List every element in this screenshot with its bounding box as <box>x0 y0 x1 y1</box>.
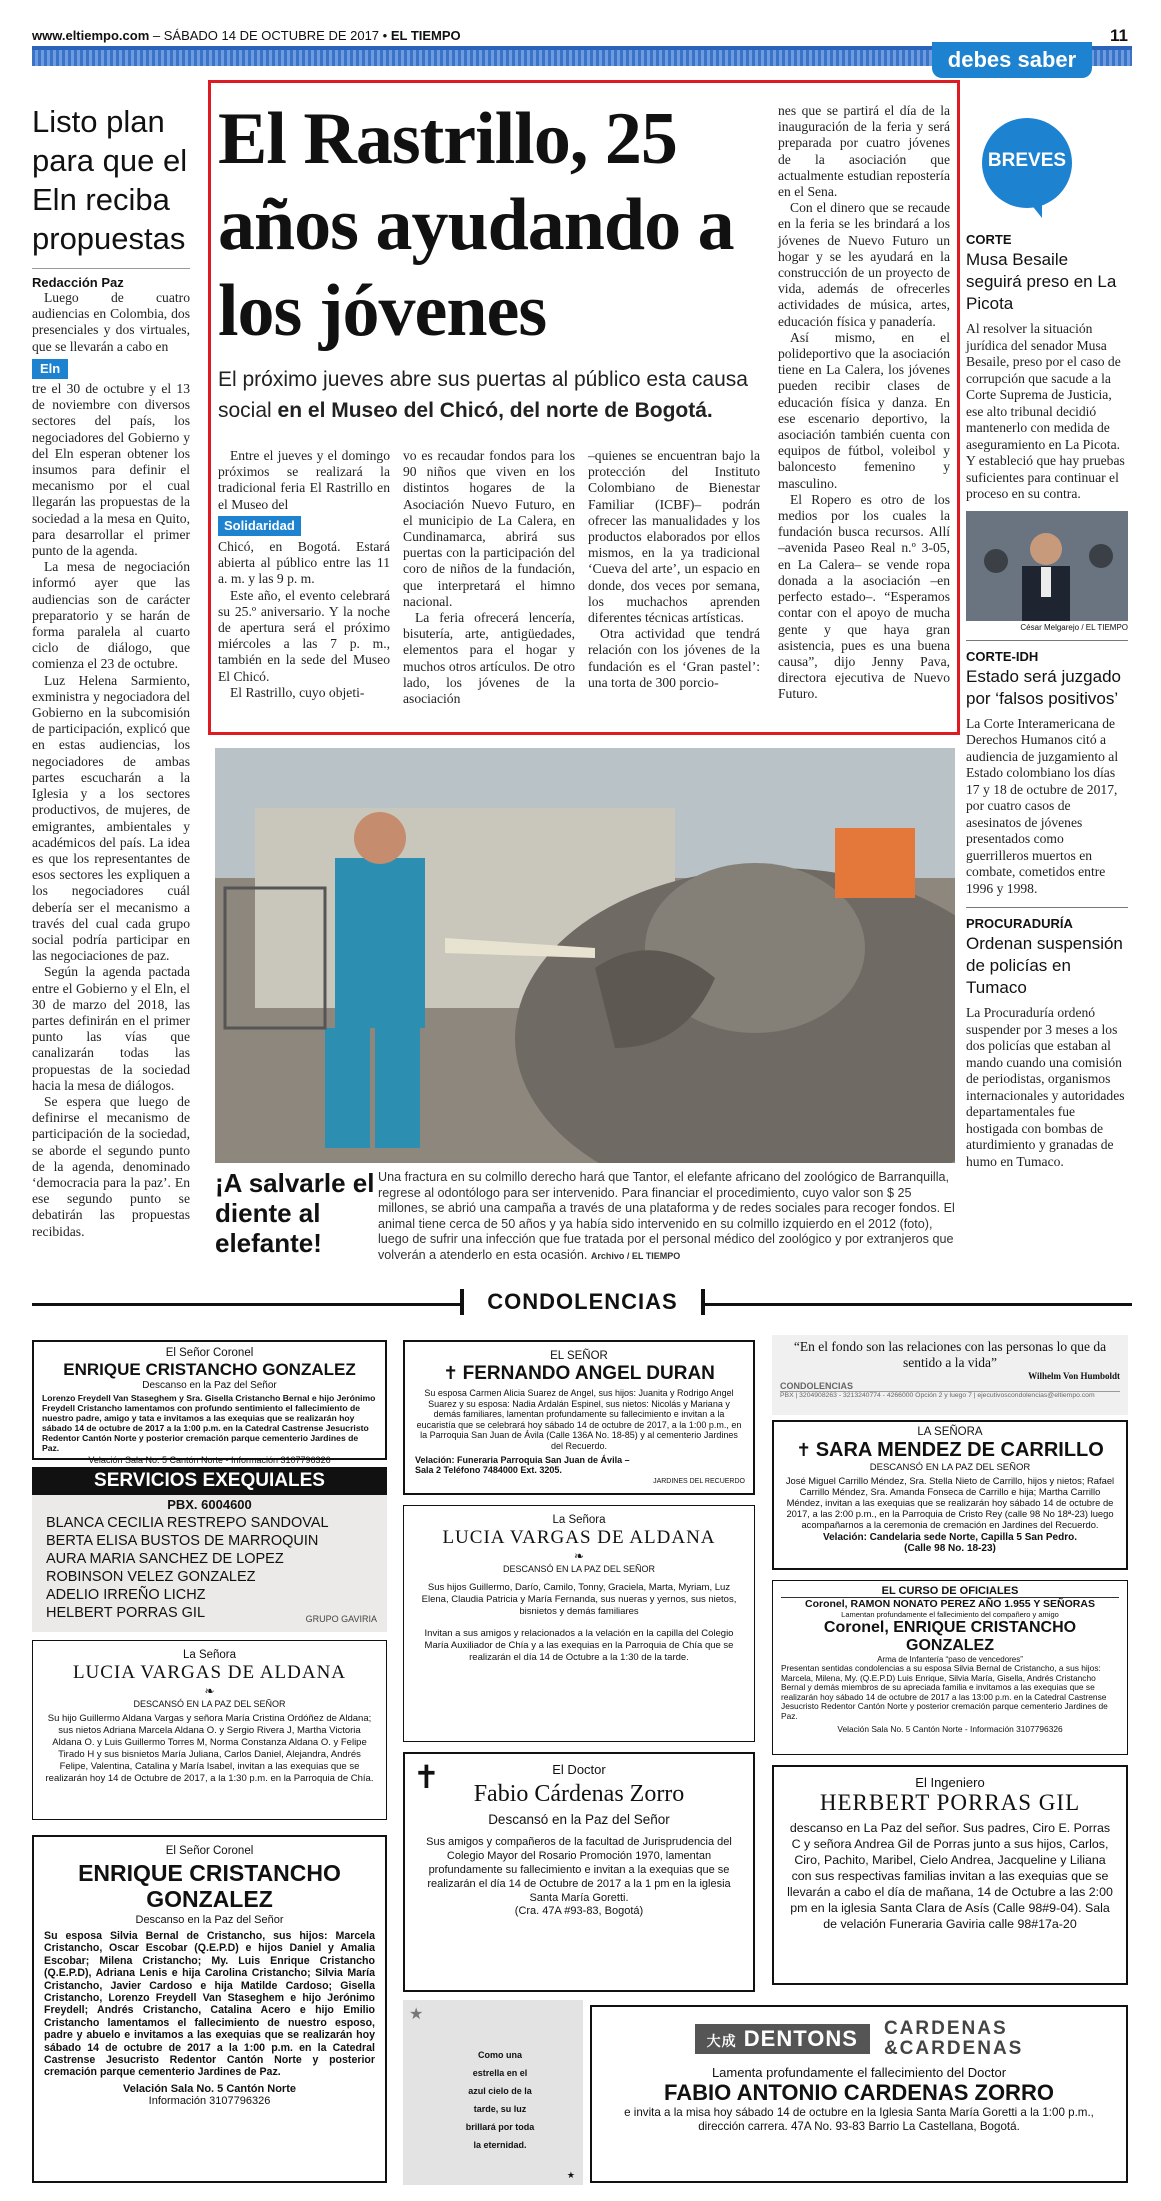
a1-sub: Descanso en la Paz del Señor <box>142 1380 277 1391</box>
b2-pre: La Señora <box>552 1514 606 1526</box>
a1-pre: El Señor Coronel <box>165 1347 254 1359</box>
main-col-2 <box>403 448 575 707</box>
left-p1b: tre el 30 de octubre y el 13 de noviembre con diversos sectores del país, los negociadores del Gobierno y del Eln esperan obtener los insumos para definir el mecanismo por el cual llegarán las propuestas de la sociedad a la mesa en Quito, para desarrollar el primer punto de la agenda. <box>32 381 190 559</box>
c4-body: descanso en La Paz del señor. Sus padres, Ciro E. Porras C y señora Andrea Gil de Porras junto a sus hijos, Carlos, Ciro, Pachito, Maribel, Cielo Andrea, Jacqueline y Liliana con sus respectivas familias invitan a las exequias que se llevarán a cabo el día de mañana, 14 de Octubre a las 2:00 pm en la iglesia Santa Clara de Asís (Calle 98#9-04). Sala de velación Funeraria Gaviria calle 98#17a-20 <box>787 1821 1113 1931</box>
a3-body: Su hijo Guillermo Aldana Vargas y señora María Cristina Ordóñez de Aldana; sus nietos Adriana Marcela Aldana O. y Sergio Rivera J, Martha Victoria Aldana O. y Luis Guillermo Torres M, Norma Constanza Aldana O. y Felipe Tirado H y sus bisnietos María Juliana, Carlos Daniel, Alejandra, Andrés Felipe, Valentina, Catalina y María Isabel, invitan a las exequias que se realizarán hoy 14 de Octubre de 2017, a la 1:30 p.m. en la Parroquia de Chía. <box>45 1713 374 1784</box>
b2-body2: Invitan a sus amigos y relacionados a la velación en la capilla del Colegio María Auxiliador de Chía y a las exequias en la Parroquia de Chía que se realizarán el día 14 de Octubre a la 1:30 de la tarde. <box>424 1628 734 1663</box>
a3-name: LUCIA VARGAS DE ALDANA <box>72 1662 347 1683</box>
b3-addr: (Cra. 47A #93-83, Bogotá) <box>514 1905 644 1917</box>
main-c1d: El Rastrillo, cuyo objeti- <box>230 684 365 700</box>
date-line: SÁBADO 14 DE OCTUBRE DE 2017 <box>163 28 380 43</box>
photo-credit: Archivo / EL TIEMPO <box>590 1250 681 1261</box>
a1-name: ENRIQUE CRISTANCHO GONZALEZ <box>63 1360 356 1379</box>
a3-ornament: ❧ <box>204 1684 215 1698</box>
dentons-logo <box>695 2024 870 2054</box>
left-p3: Luz Helena Sarmiento, exministra y negociadora del Gobierno en la subcomisión de participación, explicó que en estas audiencias, los negociadores de ambas partes escucharán a la Iglesia y a los sectores productivos, de mujeres, de emigrantes, ambientales y académicos del país. La idea es que los representantes de esos sectores les expliquen a los negociadores cuál debería ser el mecanismo a través del cual cada grupo social podría participar en las negociaciones de paz. <box>32 672 190 964</box>
photo-caption-wrap <box>378 1170 958 1264</box>
c5-body: e invita a la misa hoy sábado 14 de octubre en la Iglesia Santa María Goretti a la 1:00 p.m., dirección carrera. 47A No. 93-83 Barrio La Castellana, Bogotá. <box>624 2106 1094 2133</box>
breve1-credit: César Melgarejo / EL TIEMPO <box>1020 622 1128 632</box>
a2-name-5: HELBERT PORRAS GIL <box>46 1605 206 1621</box>
star-small-icon: ★ <box>566 2170 575 2180</box>
c3-arma: Arma de Infantería “paso de vencedores” <box>877 1655 1023 1664</box>
b1-logo: JARDINES DEL RECUERDO <box>653 1478 745 1485</box>
breve3-body: La Procuraduría ordenó suspender por 3 meses a los dos policías que estaban al mando cuando una comisión de periodistas, organismos internacionales y autoridades departamentales fue hostigada con bombas de aturdimiento y granadas de humo en Tumaco. <box>966 1005 1125 1169</box>
c2-name: SARA MENDEZ DE CARRILLO <box>815 1439 1104 1461</box>
main-c2b: La feria ofrecerá lencería, bisutería, arte, antigüedades, elementos para el hogar y muchos otros artículos. De otro lado, los jóvenes de la asociación <box>403 610 575 707</box>
breve1-body: Al resolver la situación jurídica del senador Musa Besaile, preso por el caso de corrupción que sacude a la Corte Suprema de Justicia, ese alto tribunal decidió mantenerlo con medida de aseguramiento en La Picota. Y estableció que hay pruebas suficientes para continuar el proceso en su contra. <box>966 321 1125 501</box>
obit-b3 <box>403 1752 755 1992</box>
breve2-kicker: CORTE-IDH <box>966 648 1039 664</box>
b3-pre: El Doctor <box>552 1762 606 1777</box>
a1-body: Lorenzo Freydell Van Staseghem y Sra. Gisella Cristancho Bernal e hijo Jerónimo Freydell Cristancho lamentamos con profundo sentimiento el fallecimiento de nuestro padre, amigo y tata e invitamos a las exequias que se realizarán hoy sábado 14 de octubre de 2017 a la 1:00 p.m. en la Catedral Castrense Jesucristo Redentor Cantón Norte y posterior cremación parque cementerio Jardines de Paz. <box>42 1393 376 1453</box>
left-body <box>32 290 190 1240</box>
a4-name: ENRIQUE CRISTANCHO GONZALEZ <box>78 1860 341 1912</box>
photo-headline: ¡A salvarle el diente al elefante! <box>215 1168 375 1258</box>
b1-name: FERNANDO ANGEL DURAN <box>462 1363 715 1384</box>
a2-name-2: AURA MARIA SANCHEZ DE LOPEZ <box>46 1551 284 1567</box>
main-deck-light: El próximo jueves abre sus puertas al público esta causa social <box>218 368 748 422</box>
main-c2a: vo es recaudar fondos para los 90 niños que viven en los distintos hogares de la Asociación Nuevo Futuro, en el municipio de La Calera, en Cundinamarca, abrirá sus puertas con la participación del coro de niños de la fundación, que interpretará el himno nacional. <box>403 448 575 609</box>
obit-b4 <box>403 2000 583 2185</box>
b2-ornament: ❧ <box>573 1549 585 1563</box>
main-headline: El Rastrillo, 25 años ayudando a los jóvenes <box>218 98 734 352</box>
breve2-body: La Corte Interamericana de Derechos Humanos citó a audiencia de juzgamiento al Estado colombiano los días 17 y 18 de octubre de 2017, por cuatro casos de asesinatos de jóvenes presentados como guerrilleros muertos en combate, cometidos entre 1996 y 1998. <box>966 715 1119 896</box>
left-p4: Según la agenda pactada entre el Gobierno y el Eln, el 30 de marzo del 2018, las partes definirán en el primer punto las vías que canalizarán todas las propuestas de la sociedad hacia la mesa de diálogos. <box>32 964 190 1093</box>
left-p5: Se espera que luego de definirse el mecanismo de participación de la sociedad, se aborde el segundo punto de la agenda, denominado ‘democracia para la paz’. En ese segundo punto se debatirán las propuestas recibidas. <box>32 1093 190 1239</box>
star-icon: ★ <box>409 2006 424 2023</box>
main-c1c: Este año, el evento celebrará su 25.º aniversario. Y la noche de apertura será el próximo miércoles a las 7 p. m., también en la sede del Museo El Chicó. <box>218 587 390 684</box>
main-deck <box>218 364 778 426</box>
obit-c5 <box>590 2005 1128 2183</box>
c3-head: EL CURSO DE OFICIALES <box>781 1585 1119 1598</box>
c3-vel: Velación Sala No. 5 Cantón Norte - Información 3107796326 <box>837 1723 1063 1734</box>
breve1-kicker: CORTE <box>966 232 1012 247</box>
c3-name: Coronel, ENRIQUE CRISTANCHO GONZALEZ <box>823 1619 1077 1654</box>
main-col-1 <box>218 448 390 701</box>
paper-name: EL TIEMPO <box>390 28 461 43</box>
obit-b2 <box>403 1505 755 1742</box>
c1-quote: “En el fondo son las relaciones con las personas lo que da sentido a la vida” <box>793 1339 1107 1370</box>
main-deck-bold: en el Museo del Chicó, del norte de Bogotá. <box>277 399 713 422</box>
a2-names <box>32 1514 387 1622</box>
b1-vel: Velación: Funeraria Parroquia San Juan de Ávila – Sala 2 Teléfono 7484000 Ext. 3205. <box>415 1454 630 1475</box>
a3-sub: DESCANSÓ EN LA PAZ DEL SEÑOR <box>133 1699 286 1709</box>
c5-line1: Lamenta profundamente el fallecimiento del Doctor <box>711 2065 1007 2080</box>
b3-name: Fabio Cárdenas Zorro <box>473 1781 685 1807</box>
a2-logo: GRUPO GAVIRIA <box>305 1614 377 1624</box>
a2-name-1: BERTA ELISA BUSTOS DE MARROQUIN <box>46 1533 319 1549</box>
a4-vel: Velación Sala No. 5 Cantón Norte <box>123 2082 296 2095</box>
section-badge: debes saber <box>932 42 1092 78</box>
b1-body: Su esposa Carmen Alicia Suarez de Angel, sus hijos: Juanita y Rodrigo Angel Suarez y su esposa: Nadia Ardalán Espinel, sus nietos: Nicolás y Mariana y demás familiares, lamentan profundamente su fallecimiento e invitan a la eucaristía que se celebrará hoy sábado 14 de octubre de 2017, a la 1:00 p.m., en la Parroquia San Juan de Ávila (Calle 136A No. 18-85) y al cementerio Jardines del Recuerdo. <box>416 1388 742 1451</box>
a2-name-0: BLANCA CECILIA RESTREPO SANDOVAL <box>46 1515 329 1531</box>
obit-c3 <box>772 1580 1128 1755</box>
page-header: www.eltiempo.com – SÁBADO 14 DE OCTUBRE DE 2017 • EL TIEMPO 11 <box>32 26 1128 45</box>
site-url[interactable]: www.eltiempo.com <box>32 28 150 43</box>
c4-name: HERBERT PORRAS GIL <box>819 1790 1081 1815</box>
elephant-photo <box>215 748 955 1163</box>
elephant-photo-illustration <box>215 748 955 1163</box>
main-c1b: Chicó, en Bogotá. Estará abierta al público entre las 11 a. m. y las 9 p. m. <box>218 539 390 587</box>
breve1-photo <box>966 511 1128 621</box>
obit-c1 <box>772 1335 1128 1415</box>
main-c1a: Entre el jueves y el domingo próximos se realizará la tradicional feria El Rastrillo en el Museo del <box>218 448 390 512</box>
c5-firm2a: CARDENAS <box>883 2018 1008 2039</box>
a2-name-3: ROBINSON VELEZ GONZALEZ <box>46 1569 256 1585</box>
breves-label: BREVES <box>987 150 1067 171</box>
c3-sub2: Lamentan profundamente el fallecimiento del compañero y amigo <box>841 1610 1059 1619</box>
main-tag: Solidaridad <box>218 516 301 536</box>
breve1-title: Musa Besaile seguirá preso en La Picota <box>966 250 1117 313</box>
left-p1a: Luego de cuatro audiencias en Colombia, dos presenciales y dos virtuales, que se llevarán a cabo en <box>32 290 190 354</box>
c3-body: Presentan sentidas condolencias a su esposa Silvia Bernal de Cristancho, a sus hijos: Marcela, Milena, My. (Q.E.P.D) Luis Enrique, Silvia María, Gisella, Andrés Cristancho Bernal y demás miembros de su apreciada familia e invitamos a las exequias que se realizarán hoy sábado 14 de octubre de 2017 a las 13:00 p.m. en la Catedral Castrense Jesucristo Redentor Cantón Norte y posterior cremación parque cementerio Jardines de Paz. <box>781 1663 1108 1721</box>
a2-title: SERVICIOS EXEQUIALES <box>32 1467 387 1495</box>
obit-c4 <box>772 1765 1128 1985</box>
condolencias-title: CONDOLENCIAS <box>460 1289 705 1315</box>
photo-caption: Una fractura en su colmillo derecho hará que Tantor, el elefante africano del zoológico de Barranquilla, regrese al odontólogo para ser intervenido. Para financiar el procedimiento, cuyo valor son $ 25 millones, se abrió una campaña a través de una plataforma y de redes sociales para recoger fondos. El animal tiene cerca de 50 años y ya había sido intervenido en su colmillo izquierdo en el 2012 (foto), luego de sufrir una infección que fue tratada por el personal médico del zoológico y por extranjeros que volverán a atenderlo en esta ocasión. <box>378 1170 955 1262</box>
c1-contact: PBX | 3204908263 - 3213240774 - 4266000 Opción 2 y luego 7 | ejecutivoscondolencias@eltiempo.com <box>780 1392 1095 1399</box>
left-p2: La mesa de negociación informó ayer que las audiencias son de carácter preparatorio y se harán de forma paralela al cuarto ciclo de diálogo, que comienza el 23 de octubre. <box>32 559 190 672</box>
b2-body: Sus hijos Guillermo, Darío, Camilo, Tonny, Graciela, Marta, Myriam, Luz Elena, Claudia Patricia y María Fernanda, sus nueras y yernos, sus nietos, bisnietos y demás familiares <box>421 1582 737 1617</box>
c5-firm-cn: 大成 <box>706 2033 737 2049</box>
main-c4a: nes que se partirá el día de la inauguración de la feria y será preparada por cuatro jóvenes de la asociación que actualmente estudian repostería en el Sena. <box>778 103 950 200</box>
obit-b1 <box>403 1340 755 1495</box>
obit-c2 <box>772 1420 1128 1570</box>
main-c4d: El Ropero es otro de los medios por los cuales la fundación busca recursos. Allí –avenida Paseo Real n.º 3-05, en La Calera– se vende ropa donada a la asociación –en perfecto estado–. “Esperamos contar con el apoyo de mucha gente y que haya gran asistencia, pues es una buena causa”, dijo Jenny Pava, directora ejecutiva de Nuevo Futuro. <box>778 491 950 702</box>
left-story <box>32 102 190 1272</box>
main-c3a: –quienes se encuentran bajo la protección del Instituto Colombiano de Bienestar Familiar (ICBF)– podrán ofrecer las manualidades y los productos elaborados por ellos mismos, en la ya tradicional ‘Cueva del arte’, un espacio en donde, dos veces por semana, los muchachos aprenden diferentes técnicas artísticas. <box>588 448 760 626</box>
left-headline: Listo plan para que el Eln reciba propuestas <box>32 104 188 256</box>
c1-author: Wilhelm Von Humboldt <box>1028 1371 1120 1381</box>
cross-icon: ✝ <box>443 1363 459 1383</box>
c4-pre: El Ingeniero <box>915 1775 985 1790</box>
b3-cross-icon: ✝ <box>413 1759 440 1795</box>
main-c4b: Con el dinero que se recaude en la feria se les brindará a los jóvenes de Nuevo Futuro un hogar y se les ayudará en la construcción de un proyecto de vida, además de ofrecerles actividades de música, artes, educación física y panadería. <box>778 200 950 329</box>
a2-name-4: ADELIO IRREÑO LICHZ <box>46 1587 206 1603</box>
left-tag: Eln <box>32 359 68 379</box>
b2-name: LUCIA VARGAS DE ALDANA <box>442 1527 716 1548</box>
obit-a2 <box>32 1467 387 1632</box>
c2-addr: (Calle 98 No. 18-23) <box>904 1543 996 1554</box>
b1-pre: EL SEÑOR <box>550 1350 608 1362</box>
page-number: 11 <box>1110 26 1128 45</box>
obit-a4 <box>32 1835 387 2183</box>
a2-pbx: PBX. 6004600 <box>167 1497 252 1512</box>
breve3-kicker: PROCURADURÍA <box>966 916 1073 931</box>
c5-logo-row <box>602 2019 1116 2059</box>
c5-name: FABIO ANTONIO CARDENAS ZORRO <box>664 2080 1054 2105</box>
senator-photo <box>966 511 1128 621</box>
left-byline: Redacción Paz <box>32 275 124 290</box>
c2-sub: DESCANSÓ EN LA PAZ DEL SEÑOR <box>869 1462 1031 1473</box>
c5-firm2b: &CARDENAS <box>883 2038 1024 2059</box>
b3-sub: Descansó en la Paz del Señor <box>488 1812 670 1827</box>
b4-text: Como una estrella en el azul cielo de la tarde, su luz brillará por toda la eternidad. <box>465 2050 535 2150</box>
a3-pre: La Señora <box>182 1649 237 1661</box>
a1-vel: Velación Sala No. 5 Cantón Norte - Información 3107796326 <box>88 1455 331 1465</box>
obit-a1 <box>32 1340 387 1465</box>
obit-a3 <box>32 1640 387 1820</box>
c1-label: CONDOLENCIAS <box>780 1381 1120 1392</box>
c5-firm: DENTONS <box>743 2026 858 2051</box>
main-col-4 <box>778 103 950 703</box>
b3-body: Sus amigos y compañeros de la facultad de Jurisprudencia del Colegio Mayor del Rosario Promoción 1970, lamentan profundamente su fallecimiento e invitan a la exequias que se realizarán el día 14 de Octubre de 2017 a la 1 pm en la iglesia Santa María Goretti. <box>426 1836 732 1904</box>
a4-pre: El Señor Coronel <box>165 1845 254 1857</box>
c2-cross-icon: ✝ <box>796 1440 812 1460</box>
main-c3b: Otra actividad que tendrá relación con los jóvenes de la fundación es el ‘Gran pastel’: una torta de 300 porcio- <box>588 626 760 690</box>
c2-pre: LA SEÑORA <box>917 1426 983 1438</box>
breve2-title: Estado será juzgado por ‘falsos positivos’ <box>966 666 1121 708</box>
cardenas-logo <box>884 2019 1023 2059</box>
breves-column <box>966 232 1128 1170</box>
main-c4c: Así mismo, en el polideportivo que la asociación tiene en La Calera, los jóvenes pueden recibir clases de educación física y danza. En ese escenario deportivo, la asociación también cuenta con equipos de fútbol, voleibol y baloncesto femenino y masculino. <box>778 329 950 491</box>
main-col-3 <box>588 448 760 691</box>
breves-tail <box>1026 198 1042 218</box>
a4-info: Información 3107796326 <box>148 2094 271 2107</box>
breve3-title: Ordenan suspensión de policías en Tumaco <box>966 934 1123 997</box>
c3-sub: Coronel, RAMON NONATO PEREZ AÑO 1.955 Y SEÑORAS <box>805 1598 1095 1610</box>
b2-sub: DESCANSÓ EN LA PAZ DEL SEÑOR <box>502 1564 656 1574</box>
a4-body: Su esposa Silvia Bernal de Cristancho, sus hijos: Marcela Cristancho, Oscar Escobar (Q.E.P.D) e hijos Daniel y Amalia Escobar; Milena Cristancho; My. Luis Enrique Cristancho (Q.E.P.D), Adriana Lenis e hija Carolina Cristancho; Silvia María Cristancho, Javier Cardoso e hija Matilde Cardoso; Gisella Cristancho, Lorenzo Freydell Van Staseghem e hijo Jerónimo Freydell; Andrés Cristancho, Catalina Acero e hijo Emilio Cristancho lamentamos el fallecimiento de nuestro esposo, padre y abuelo e invitamos a las exequias que se realizarán hoy sábado 14 de octubre de 2017 a la 1:00 p.m. en la Catedral Castrense Jesucristo Redentor Cantón Norte y posterior cremación parque cementerio Jardines de Paz. <box>44 1930 375 2079</box>
c2-body: José Miguel Carrillo Méndez, Sra. Stella Nieto de Carrillo, hijos y nietos; Rafael Carrillo Méndez, Sra. Amanda Fonseca de Carrillo e hija; Martha Carrillo Méndez, invitan a las exequias que se realizarán hoy sábado 14 de octubre de 2017, a las 2:00 p.m., en la Parroquia de Cristo Rey (calle 98 No 18ª-23) luego acompañarnos a la ceremonia de cremación en Jardines del Recuerdo. <box>785 1475 1115 1530</box>
a4-sub: Descanso en la Paz del Señor <box>135 1914 284 1926</box>
c2-vel: Velación: Candelaria sede Norte, Capilla 5 San Pedro. <box>823 1532 1077 1543</box>
